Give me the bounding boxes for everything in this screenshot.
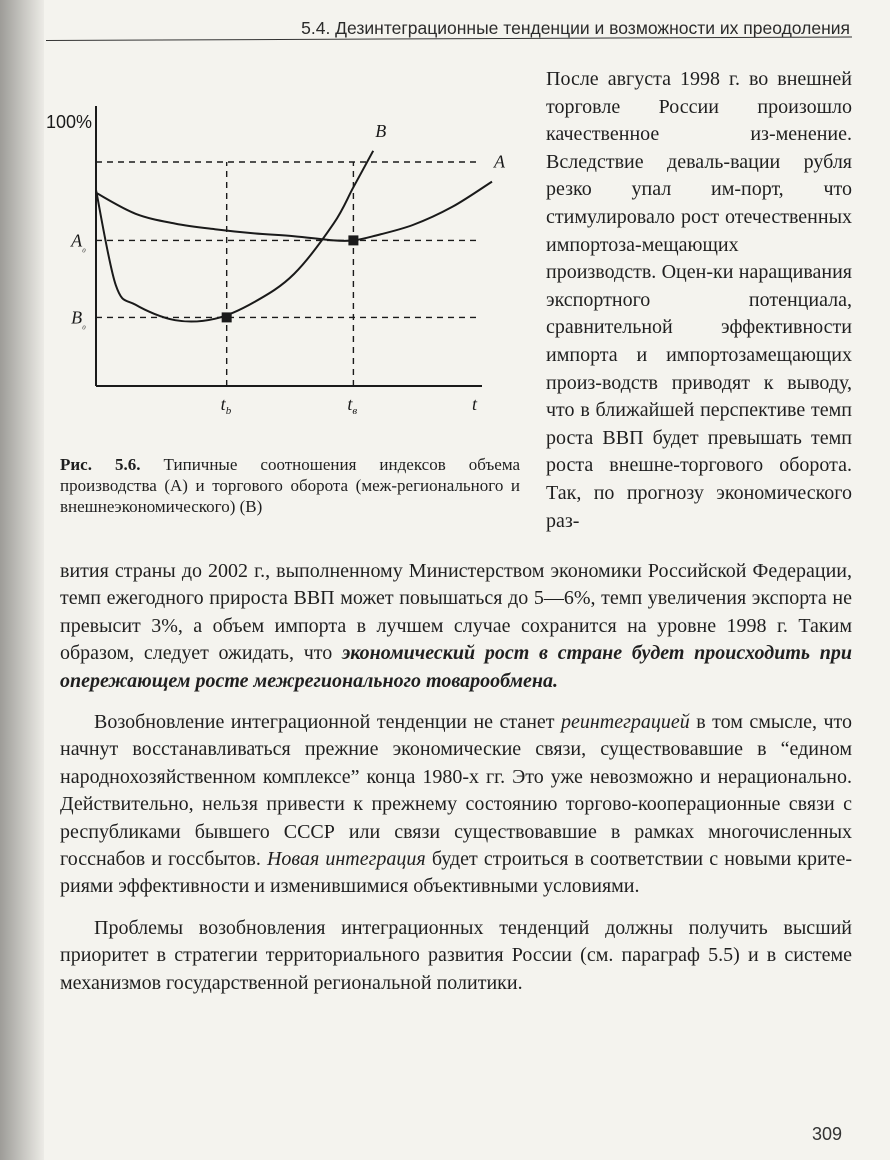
continuation-emphasis: экономический рост в стране будет происходить при опережающем росте межрегионального товарообмена. <box>60 642 852 692</box>
page-number: 309 <box>812 1124 843 1144</box>
figure-caption <box>60 454 520 517</box>
series-label-B: B <box>375 120 387 141</box>
main-text <box>60 558 852 997</box>
x-label-tv: $t_в$ <box>347 394 358 417</box>
line-chart <box>30 100 530 430</box>
figure-5-6 <box>30 100 530 430</box>
marker-1 <box>348 235 358 245</box>
paragraph-2 <box>60 709 852 901</box>
caption-number: Рис. 5.6. <box>60 455 141 474</box>
y-label-A0: $A_{_0}$ <box>71 230 86 254</box>
continuation-text: вития страны до 2002 г., выполненному Министерством экономики Российской Федерации, темп ежегодного прироста ВВП может повышаться до 5—6%, темп увеличения экспорта не превысит 3%, а объем импорта в лучшем случае сохранится на уровне 1998 г. Таким образом, следует ожидать, что <box>60 560 852 665</box>
series-line-B <box>96 151 373 322</box>
series-label-A: A <box>494 151 505 172</box>
p2-emphasis-2: Новая интеграция <box>266 848 426 871</box>
side-paragraph: После августа 1998 г. во внешней торговле России произошло качественное из-менение. Вследствие деваль-вации рубля резко упал им-порт, что стимулировало рост отечественных импортоза-мещающих производств. Оцен-ки наращивания экспортного потенциала, сравнительной эффективности импорта и импортозамещающих произ-водств приводят к выводу, что в ближайшей перспективе темп роста ВВП будет превышать темп роста внешне-торгового оборота. Так, по прогнозу экономического раз- <box>546 68 852 532</box>
p2-middle: в том смысле, что начнут восстанавливаться прежние экономические связи, существовавшие в “едином народнохозяйственном комплексе” конца 1980-х гг. Это уже невозможно и нерационально. Действительно, нельзя привести к прежнему состоянию торгово-кооперационные связи с республиками бывшего СССР или связи существовавшие в рамках многочисленных госснабов и госсбытов. <box>60 711 853 871</box>
y-top-label: 100% <box>45 112 92 132</box>
paragraph-3: Проблемы возобновления интеграционных тенденций должны получить высший приоритет в стратегии территориального развития России (см. параграф 5.5) и в системе механизмов государственной региональной политики. <box>60 916 852 994</box>
running-head: 5.4. Дезинтеграционные тенденции и возможности их преодоления <box>301 18 850 38</box>
p2-end: будет строиться в соответствии с новыми крите-риями эффективности и изменившимися объективными условиями. <box>60 848 852 898</box>
marker-0 <box>222 312 232 322</box>
series-line-A <box>96 182 492 241</box>
x-axis-label: t <box>472 394 478 414</box>
paragraph-continuation <box>60 558 852 695</box>
p2-emphasis-1: реинтеграцией <box>560 711 690 734</box>
y-label-B0: $B_{_0}$ <box>71 307 86 331</box>
x-label-tb: $t_b$ <box>220 394 232 417</box>
p2-start: Возобновление интеграционной тенденции не станет <box>94 711 561 734</box>
caption-text: Типичные соотношения индексов объема производства (А) и торгового оборота (меж-регионального и внешнеэкономического) (В) <box>60 455 521 516</box>
